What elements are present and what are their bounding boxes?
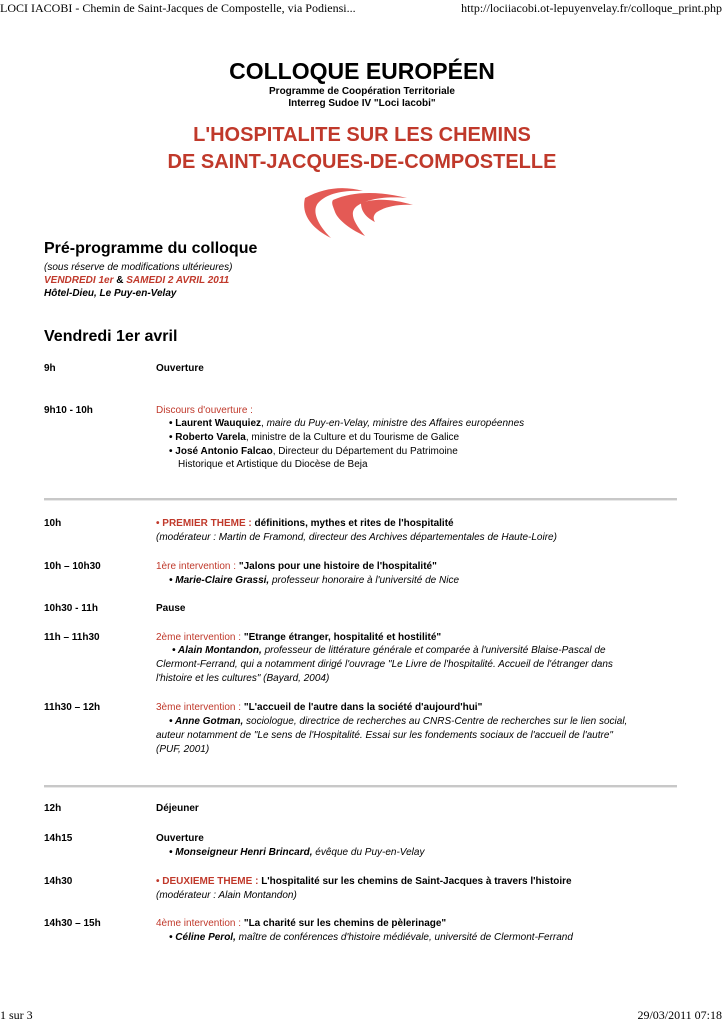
preprogram-dates [44,274,229,287]
speaker-role: maître de conférences d'histoire médiévale, université de Clermont-Ferrand [235,932,573,943]
print-header-title: LOCI IACOBI - Chemin de Saint-Jacques de Compostelle, via Podiensi... [0,1,356,15]
time-slot: 10h30 - 11h [44,603,98,614]
time-slot: 9h [44,363,56,374]
intervention-label: 3ème intervention : [156,702,244,713]
speaker-name: • Marie-Claire Grassi, [169,575,270,586]
separator [44,785,677,788]
intervention-label: 1ère intervention : [156,561,239,572]
intervention-title: "L'accueil de l'autre dans la société d'aujourd'hui" [243,702,483,713]
loci-iacobi-logo [303,188,415,244]
time-slot: 14h30 [44,876,73,887]
main-title-line1: L'HOSPITALITE SUR LES CHEMINS [193,124,531,146]
speaker-role: sociologue, directrice de recherches au CNRS-Centre de recherches sur le lien social, [243,716,628,727]
time-slot: 11h30 – 12h [44,702,101,713]
speaker-role: évêque du Puy-en-Velay [312,847,425,858]
speaker-line [169,445,458,459]
theme-text: L'hospitalité sur les chemins de Saint-Jacques à travers l'histoire [261,876,572,887]
print-header-url: http://lociiacobi.ot-lepuyenvelay.fr/colloque_print.php [461,1,722,15]
session-title [156,631,441,645]
preprogram-note: (sous réserve de modifications ultérieures) [44,262,233,273]
moderator: (modérateur : Martin de Framond, directeur des Archives départementales de Haute-Loire) [156,532,557,543]
separator [44,498,677,501]
speaker-line [169,931,573,945]
time-slot: 14h15 [44,833,73,844]
print-footer-date: 29/03/2011 07:18 [637,1008,722,1022]
session-title [156,517,454,531]
speaker-line [169,431,459,445]
speaker-name: • Roberto Varela [169,432,246,443]
intervention-label: 4ème intervention : [156,918,244,929]
session-title [156,917,446,931]
session-title [156,560,437,574]
intervention-title: "La charité sur les chemins de pèlerinage" [243,918,447,929]
main-title-line2: DE SAINT-JACQUES-DE-COMPOSTELLE [167,151,557,173]
session-title [156,875,572,889]
date-saturday: SAMEDI 2 AVRIL 2011 [126,275,230,286]
time-slot: 12h [44,803,62,814]
time-slot: 14h30 – 15h [44,918,101,929]
speaker-role: professeur honoraire à l'université de Nice [269,575,460,586]
subtitle-programme: Programme de Coopération Territoriale [269,86,455,97]
theme-text: définitions, mythes et rites de l'hospitalité [254,518,454,529]
speaker-line [169,574,459,588]
session-title [156,701,482,715]
intervention-label: 2ème intervention : [156,632,244,643]
theme-label: • DEUXIEME THEME : [156,876,262,887]
speaker-line [169,417,524,431]
session-title: Pause [156,603,186,614]
intervention-title: "Etrange étranger, hospitalité et hostilité" [243,632,442,643]
print-footer-page: 1 sur 3 [0,1008,33,1022]
speaker-name: • Laurent Wauquiez [169,418,262,429]
date-friday: VENDREDI 1er [44,275,114,286]
session-title: Discours d'ouverture : [156,405,253,416]
time-slot: 10h [44,518,62,529]
theme-label: • PREMIER THEME : [156,518,255,529]
date-amp: & [113,275,127,286]
speaker-name: • Anne Gotman, [169,716,244,727]
speaker-name: • Monseigneur Henri Brincard, [169,847,313,858]
speaker-line [172,644,606,658]
speaker-role: , Directeur du Département du Patrimoine [272,446,458,457]
speaker-role: maire du Puy-en-Velay, ministre des Affaires européennes [266,418,525,429]
preprogram-place: Hôtel-Dieu, Le Puy-en-Velay [44,288,177,299]
moderator: (modérateur : Alain Montandon) [156,890,297,901]
speaker-line [169,846,424,860]
speaker-role-cont: Clermont-Ferrand, qui a notamment dirigé l'ouvrage "Le Livre de l'hospitalité. Accueil de l'étranger dans [156,659,613,670]
speaker-sep: , [261,418,267,429]
page-title: COLLOQUE EUROPÉEN [229,58,495,84]
session-title: Ouverture [156,363,204,374]
intervention-title: "Jalons pour une histoire de l'hospitalité" [238,561,437,572]
time-slot: 9h10 - 10h [44,405,93,416]
speaker-name: • Alain Montandon, [172,645,262,656]
speaker-name: • José Antonio Falcao [169,446,273,457]
speaker-line [169,715,627,729]
time-slot: 10h – 10h30 [44,561,101,572]
speaker-role: , ministre de la Culture et du Tourisme de Galice [245,432,460,443]
day-title: Vendredi 1er avril [44,328,178,345]
speaker-role-cont: auteur notamment de "Le sens de l'Hospitalité. Essai sur les fondements sociaux de l'accueil de l'autre" [156,730,613,741]
subtitle-interreg: Interreg Sudoe IV "Loci Iacobi" [288,98,436,109]
session-title: Déjeuner [156,803,199,814]
speaker-role: professeur de littérature générale et comparée à l'université Blaise-Pascal de [261,645,606,656]
speaker-role-cont: l'histoire et les cultures" (Bayard, 2004) [156,673,330,684]
time-slot: 11h – 11h30 [44,632,100,643]
speaker-role-cont: (PUF, 2001) [156,744,210,755]
session-title: Ouverture [156,833,204,844]
preprogram-title: Pré-programme du colloque [44,240,258,257]
speaker-role-cont: Historique et Artistique du Diocèse de Beja [178,459,368,470]
speaker-name: • Céline Perol, [169,932,236,943]
